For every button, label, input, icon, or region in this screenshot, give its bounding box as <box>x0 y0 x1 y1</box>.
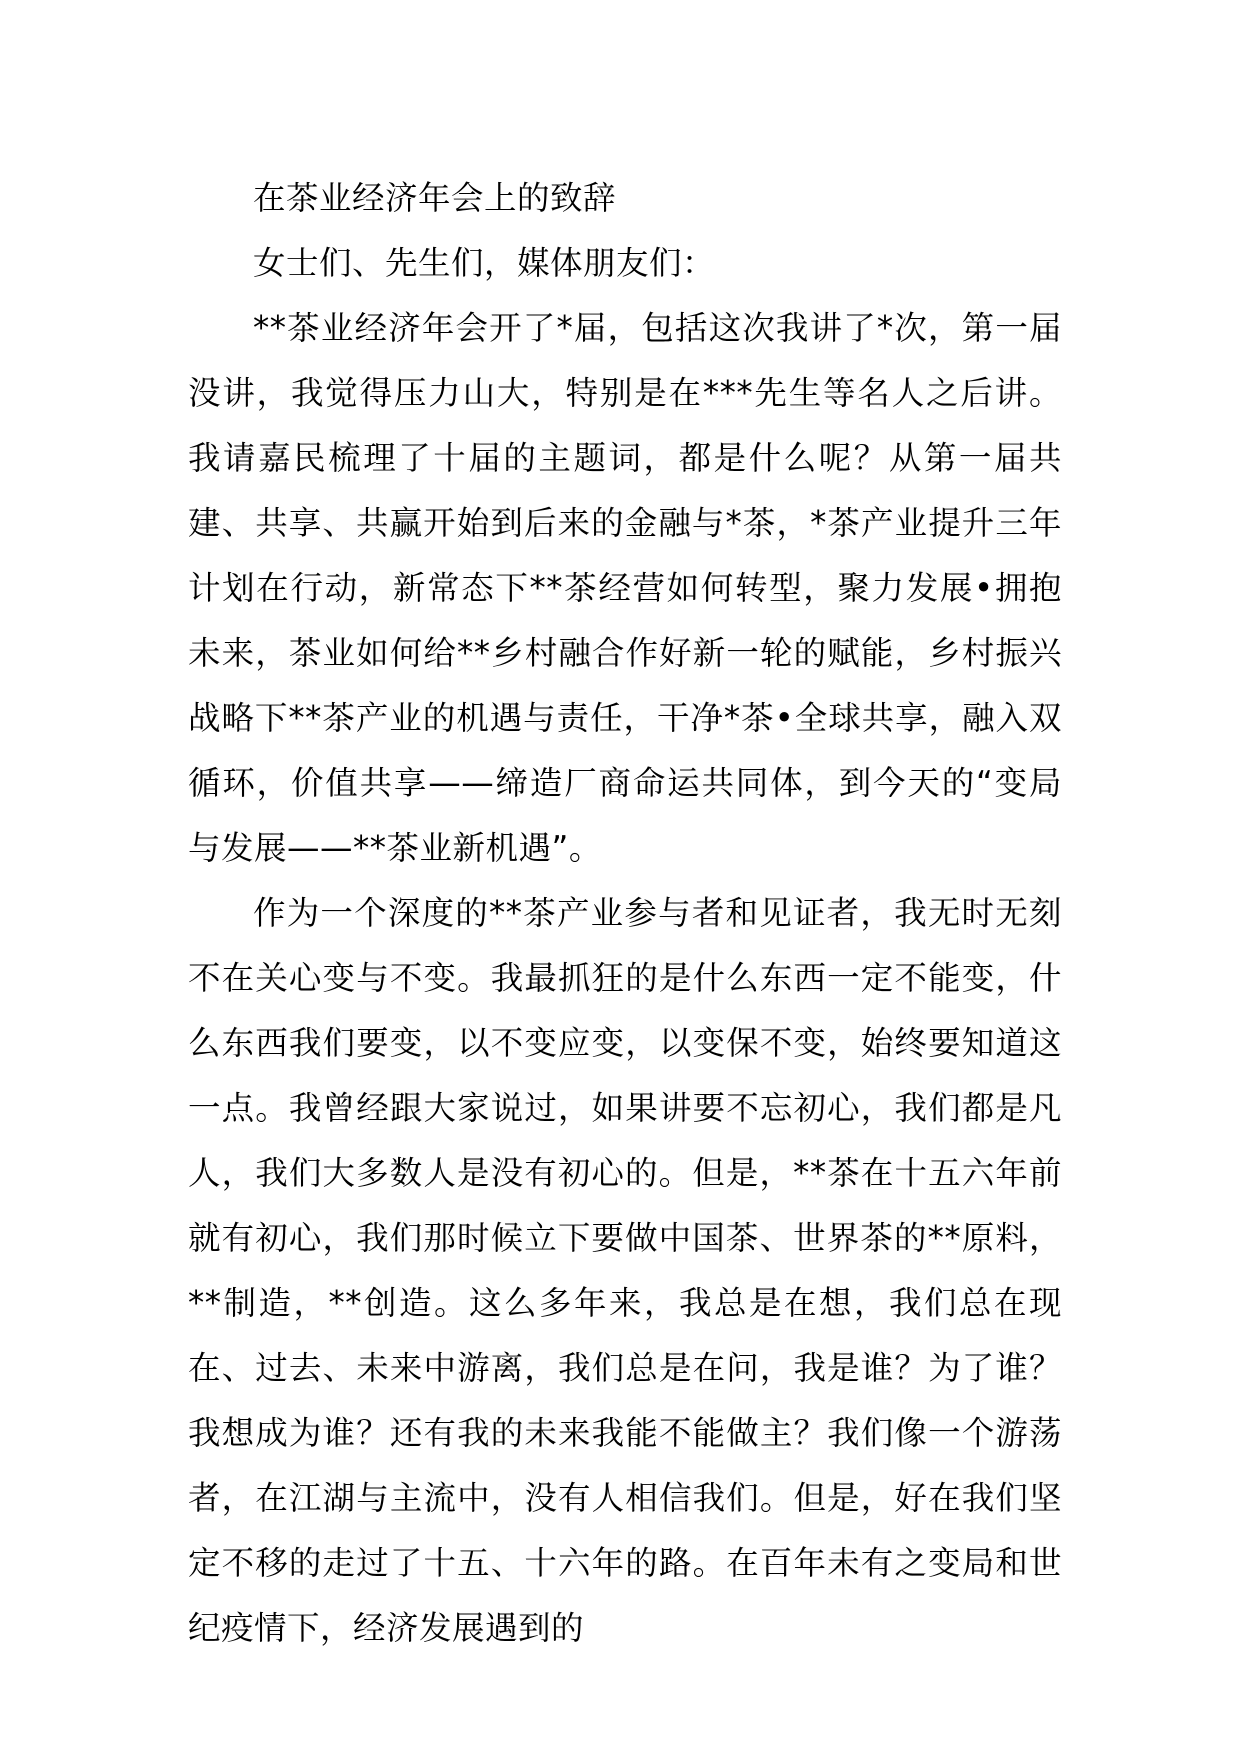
salutation: 女士们、先生们，媒体朋友们： <box>253 244 716 282</box>
paragraph-1: **茶业经济年会开了*届，包括这次我讲了*次，第一届没讲，我觉得压力山大，特别是在***先生等名人之后讲。我请嘉民梳理了十届的主题词，都是什么呢？从第一届共建、共享、共赢开始到后来的金融与*茶，*茶产业提升三年计划在行动，新常态下**茶经营如何转型，聚力发展•拥抱未来，茶业如何给**乡村融合作好新一轮的赋能，乡村振兴战略下**茶产业的机遇与责任，干净*茶•全球共享，融入双循环，价值共享——缔造厂商命运共同体，到今天的“变局与发展——**茶业新机遇”。 <box>188 309 1062 867</box>
document-body <box>188 166 1062 1661</box>
document-title: 在茶业经济年会上的致辞 <box>253 179 617 217</box>
paragraph-2: 作为一个深度的**茶产业参与者和见证者，我无时无刻不在关心变与不变。我最抓狂的是什么东西一定不能变，什么东西我们要变，以不变应变，以变保不变，始终要知道这一点。我曾经跟大家说过，如果讲要不忘初心，我们都是凡人，我们大多数人是没有初心的。但是，**茶在十五六年前就有初心，我们那时候立下要做中国茶、世界茶的**原料，**制造，**创造。这么多年来，我总是在想，我们总在现在、过去、未来中游离，我们总是在问，我是谁？为了谁？我想成为谁？还有我的未来我能不能做主？我们像一个游荡者，在江湖与主流中，没有人相信我们。但是，好在我们坚定不移的走过了十五、十六年的路。在百年未有之变局和世纪疫情下，经济发展遇到的 <box>188 894 1062 1647</box>
